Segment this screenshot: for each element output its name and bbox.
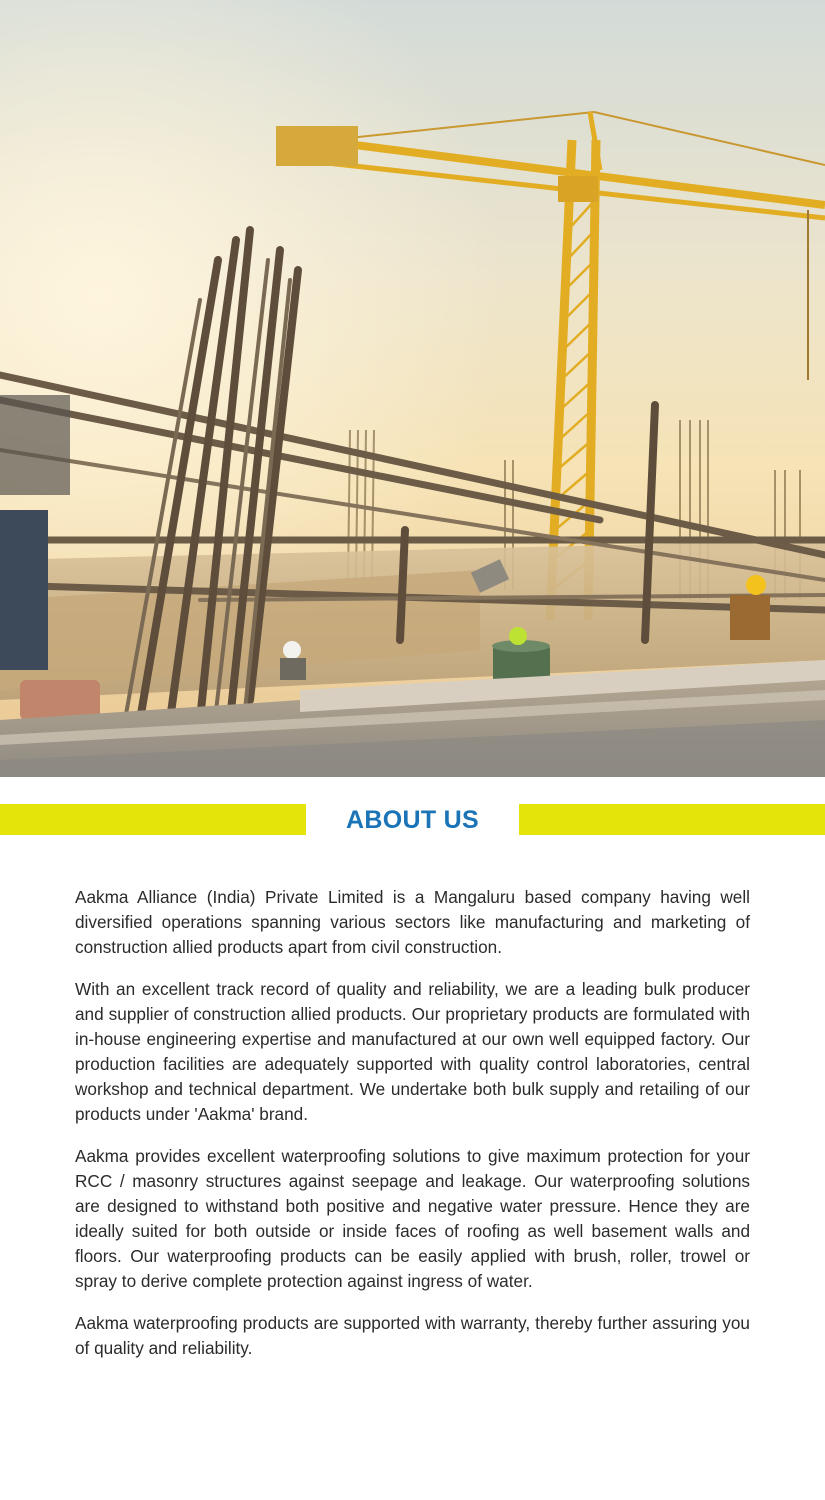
paragraph-track-record: With an excellent track record of quality and reliability, we are a leading bulk producer and supplier of construction allied products. Our proprietary products are formulated with in-house engineering expertise and manufactured at our own well equipped factory. Our production facilities are adequately supported with quality control laboratories, central workshop and technical department. We undertake both bulk supply and retailing of our products under 'Aakma' brand. bbox=[75, 979, 750, 1124]
paragraph-intro: Aakma Alliance (India) Private Limited is a Mangaluru based company having well diversified operations spanning various sectors like manufacturing and marketing of construction allied products apart from civil construction. bbox=[75, 887, 750, 957]
section-heading: ABOUT US bbox=[346, 806, 479, 834]
heading-accent-bar-left bbox=[0, 804, 306, 835]
heading-accent-bar-right bbox=[519, 804, 825, 835]
worker-helmet bbox=[746, 575, 766, 595]
crane-cab bbox=[558, 176, 598, 202]
crane-counterweight bbox=[276, 126, 358, 166]
machine-block bbox=[0, 510, 48, 670]
paragraph-warranty: Aakma waterproofing products are supported with warranty, thereby further assuring you of quality and reliability. bbox=[75, 1313, 750, 1358]
paragraph-waterproofing: Aakma provides excellent waterproofing solutions to give maximum protection for your RCC / masonry structures against seepage and leakage. Our waterproofing solutions are designed to withstand both positive and negative water pressure. Hence they are ideally suited for both outside or inside faces of roofing as well basement walls and floors. Our waterproofing products can be easily applied with brush, roller, trowel or spray to derive complete protection against ingress of water. bbox=[75, 1146, 750, 1291]
about-body bbox=[75, 885, 750, 1378]
